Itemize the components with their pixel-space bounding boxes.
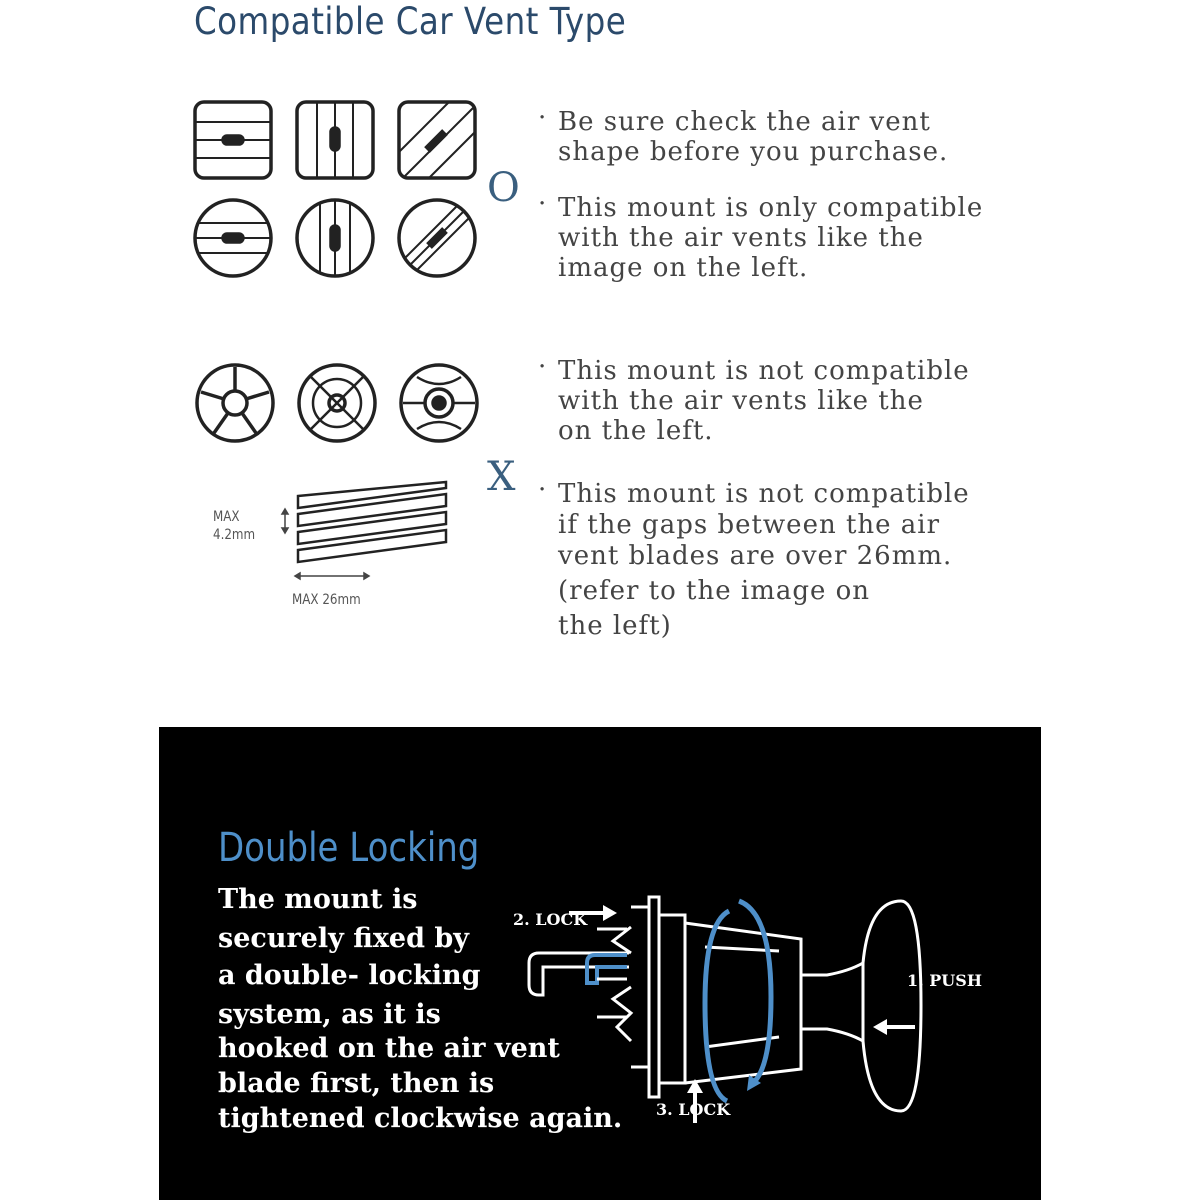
- square-diagonal-vent-icon: [399, 102, 475, 178]
- bullet-dot: ·: [538, 475, 548, 505]
- round-horizontal-vent-icon: [195, 200, 271, 276]
- mount-body: [659, 915, 685, 1083]
- push1-label: 1. PUSH: [907, 971, 982, 990]
- incompatible-bullet-1: · This mount is not compatible with the air vents like the on the left.: [538, 352, 970, 446]
- incompatible-vent-icons: [185, 355, 495, 455]
- dial-vent-icon: [401, 365, 477, 441]
- bullet-dot: ·: [538, 352, 548, 382]
- spoke-vent-icon: [197, 365, 273, 441]
- incompatible-mark: X: [487, 454, 516, 500]
- blade-gap-diagram: [270, 478, 460, 598]
- cross-vent-icon: [299, 365, 375, 441]
- max-height-label: MAX 4.2mm: [213, 509, 256, 543]
- compatible-vent-icons: [185, 90, 495, 290]
- square-horizontal-vent-icon: [195, 102, 271, 178]
- double-locking-description: The mount is securely fixed by a double- locking system, as it is hooked on the air vent blade first, then is tightened clockwise again.: [218, 884, 623, 1134]
- lock2-label: 2. LOCK: [513, 910, 588, 929]
- round-diagonal-vent-icon: [399, 200, 475, 276]
- double-locking-title: Double Locking: [218, 825, 480, 871]
- incompatible-bullet-2: · This mount is not compatible if the gaps between the air vent blades are over 26mm. (refer to the image on the left): [538, 475, 970, 641]
- compatible-bullet-1: · Be sure check the air vent shape before you purchase.: [538, 103, 949, 167]
- push-knob: [863, 901, 921, 1111]
- bullet-dot: ·: [538, 189, 548, 219]
- double-locking-panel: [159, 727, 1041, 1200]
- compatible-bullet-2: · This mount is only compatible with the air vents like the image on the left.: [538, 189, 984, 283]
- square-vertical-vent-icon: [297, 102, 373, 178]
- compatible-mark: O: [487, 165, 520, 211]
- section-title: Compatible Car Vent Type: [194, 0, 627, 43]
- lock3-label: 3. LOCK: [656, 1100, 731, 1119]
- vent-hook: [529, 953, 629, 995]
- rotation-arrow: [705, 911, 729, 1101]
- round-vertical-vent-icon: [297, 200, 373, 276]
- max-width-label: MAX 26mm: [292, 592, 361, 608]
- bullet-dot: ·: [538, 103, 548, 133]
